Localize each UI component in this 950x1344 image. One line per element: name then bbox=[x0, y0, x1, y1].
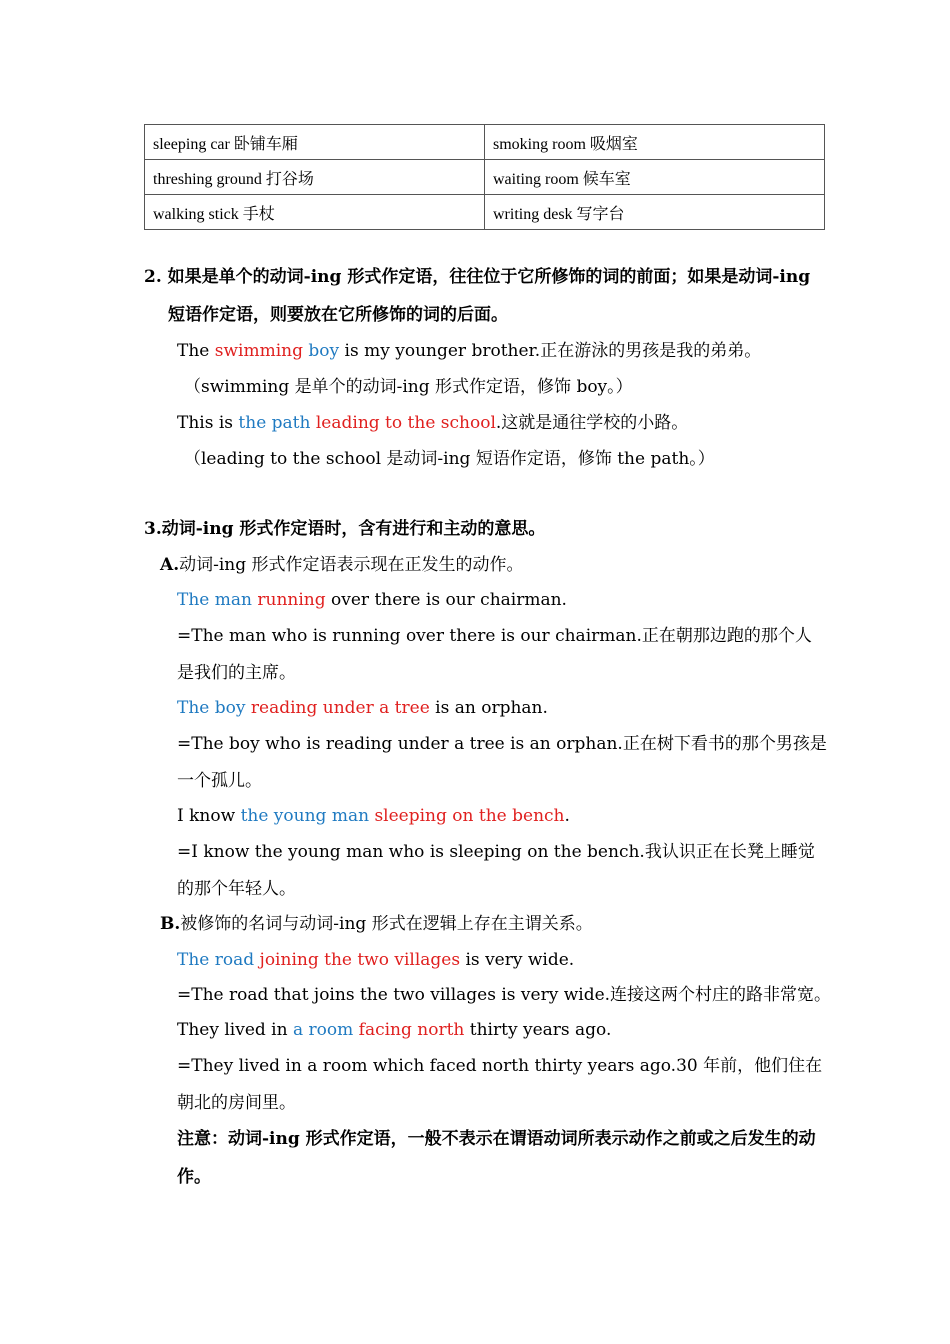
subsection-b bbox=[160, 912, 593, 936]
example-sentence bbox=[177, 339, 761, 363]
table-row bbox=[145, 195, 825, 230]
example-sentence bbox=[177, 696, 548, 720]
text: is my younger brother.正在游泳的男孩是我的弟弟。 bbox=[339, 341, 762, 361]
equivalent-sentence: =The road that joins the two villages is very wide.连接这两个村庄的路非常宽。 bbox=[177, 985, 832, 1005]
table-cell: waiting room 候车室 bbox=[485, 160, 825, 195]
equivalent-sentence: =I know the young man who is sleeping on the bench.我认识正在长凳上睡觉 bbox=[177, 842, 815, 862]
text: The bbox=[177, 341, 215, 361]
noun-text: The man bbox=[177, 590, 252, 610]
equivalent-sentence-cont: 的那个年轻人。 bbox=[177, 879, 296, 899]
subsection-label: B. bbox=[160, 914, 181, 934]
noun-text: The boy bbox=[177, 698, 246, 718]
text: is very wide. bbox=[460, 950, 575, 970]
noun-text: boy bbox=[308, 341, 340, 361]
text: This is bbox=[177, 413, 239, 433]
subsection-text: 被修饰的名词与动词-ing 形式在逻辑上存在主谓关系。 bbox=[180, 914, 593, 934]
modifier-text: facing north bbox=[358, 1020, 465, 1040]
noun-text: the young man bbox=[240, 806, 370, 826]
equivalent-sentence: =They lived in a room which faced north thirty years ago.30 年前，他们住在 bbox=[177, 1056, 823, 1076]
example-sentence bbox=[177, 1018, 611, 1042]
noun-text: the path bbox=[238, 413, 311, 433]
modifier-text: leading to the school bbox=[315, 413, 496, 433]
modifier-text: joining the two villages bbox=[259, 950, 461, 970]
table-cell: threshing ground 打谷场 bbox=[145, 160, 485, 195]
table-cell: sleeping car 卧铺车厢 bbox=[145, 125, 485, 160]
table-cell: writing desk 写字台 bbox=[485, 195, 825, 230]
text: . bbox=[564, 806, 570, 826]
section-2-heading: 2. 如果是单个的动词-ing 形式作定语，往往位于它所修饰的词的前面；如果是动词-ing bbox=[144, 267, 811, 287]
example-sentence bbox=[177, 804, 570, 828]
text: thirty years ago. bbox=[464, 1020, 612, 1040]
text: is an orphan. bbox=[429, 698, 548, 718]
table-cell: walking stick 手杖 bbox=[145, 195, 485, 230]
example-note: （leading to the school 是动词-ing 短语作定语，修饰 the path。） bbox=[184, 449, 715, 469]
table-cell: smoking room 吸烟室 bbox=[485, 125, 825, 160]
equivalent-sentence-cont: 一个孤儿。 bbox=[177, 771, 262, 791]
text: .这就是通往学校的小路。 bbox=[495, 413, 689, 433]
example-note: （swimming 是单个的动词-ing 形式作定语，修饰 boy。） bbox=[184, 377, 633, 397]
noun-text: a room bbox=[292, 1020, 354, 1040]
section-3-heading: 3.动词-ing 形式作定语时，含有进行和主动的意思。 bbox=[144, 519, 546, 539]
equivalent-sentence-cont: 是我们的主席。 bbox=[177, 663, 296, 683]
example-sentence bbox=[177, 588, 567, 612]
modifier-text: sleeping on the bench bbox=[374, 806, 565, 826]
text: I know bbox=[177, 806, 241, 826]
modifier-text: reading under a tree bbox=[250, 698, 430, 718]
example-sentence bbox=[177, 948, 574, 972]
noun-text: The road bbox=[177, 950, 255, 970]
text: They lived in bbox=[177, 1020, 293, 1040]
subsection-text: 动词-ing 形式作定语表示现在正发生的动作。 bbox=[179, 555, 524, 575]
modifier-text: swimming bbox=[214, 341, 303, 361]
note-text: 注意：动词-ing 形式作定语，一般不表示在谓语动词所表示动作之前或之后发生的动 bbox=[177, 1129, 816, 1149]
table-row bbox=[145, 160, 825, 195]
example-sentence bbox=[177, 411, 688, 435]
equivalent-sentence: =The boy who is reading under a tree is an orphan.正在树下看书的那个男孩是 bbox=[177, 734, 827, 754]
section-2-heading-cont: 短语作定语，则要放在它所修饰的词的后面。 bbox=[168, 305, 508, 325]
equivalent-sentence: =The man who is running over there is our chairman.正在朝那边跑的那个人 bbox=[177, 626, 812, 646]
subsection-label: A. bbox=[160, 555, 180, 575]
subsection-a bbox=[160, 553, 524, 577]
equivalent-sentence-cont: 朝北的房间里。 bbox=[177, 1093, 296, 1113]
text: over there is our chairman. bbox=[325, 590, 567, 610]
modifier-text: running bbox=[257, 590, 326, 610]
note-text-cont: 作。 bbox=[177, 1167, 211, 1187]
table-row bbox=[145, 125, 825, 160]
vocab-table bbox=[144, 124, 825, 230]
